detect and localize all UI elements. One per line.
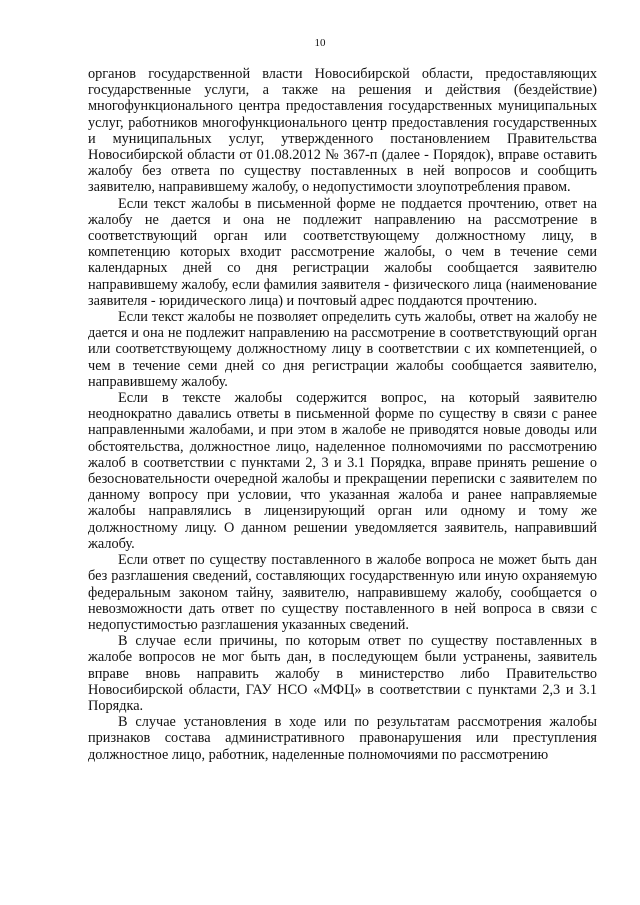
paragraph-offense-signs: В случае установления в ходе или по результатам рассмотрения жалобы признаков состава административного правонарушения или преступления должностное лицо, работник, наделенные полномочиями по рассмотрению [88,714,597,763]
paragraph-complaint-procedure-continuation: органов государственной власти Новосибирской области, предоставляющих государственные услуги, а также на решения и действия (бездействие) многофункционального центра предоставления государственных муниципальных услуг, работников многофункционального центр предоставления государственных и муниципальных услуг, утвержденного постановлением Правительства Новосибирской области от 01.08.2012 № 367-п (далее - Порядок), вправе оставить жалобу без ответа по существу поставленных в ней вопросов и сообщить заявителю, направившему жалобу, о недопустимости злоупотребления правом. [88,66,597,196]
paragraph-reasons-eliminated: В случае если причины, по которым ответ по существу поставленных в жалобе вопросов не мог быть дан, в последующем были устранены, заявитель вправе вновь направить жалобу в министерство либо Правительство Новосибирской области, ГАУ НСО «МФЦ» в соответствии с пунктами 2,3 и 3.1 Порядка. [88,633,597,714]
paragraph-repeated-question: Если в тексте жалобы содержится вопрос, на который заявителю неоднократно давались ответы в письменной форме по существу в связи с ранее направленными жалобами, и при этом в жалобе не приводятся новые доводы или обстоятельства, должностное лицо, наделенное полномочиями по рассмотрению жалоб в соответствии с пунктами 2, 3 и 3.1 Порядка, вправе принять решение о безосновательности очередной жалобы и прекращении переписки с заявителем по данному вопросу при условии, что указанная жалоба и ранее направляемые жалобы направлялись в лицензирующий орган или одному и тому же должностному лицу. О данном решении уведомляется заявитель, направивший жалобу. [88,390,597,552]
document-body [88,66,597,763]
page-number: 10 [314,37,326,49]
paragraph-unreadable-complaint: Если текст жалобы в письменной форме не поддается прочтению, ответ на жалобу не дается и она не подлежит направлению на рассмотрение в соответствующий орган или соответствующему должностному лицу, в компетенцию которых входит рассмотрение жалобы, о чем в течение семи календарных дней со дня регистрации жалобы сообщается заявителю направившему жалобу, если фамилия заявителя - физического лица (наименование заявителя - юридического лица) и почтовый адрес поддаются прочтению. [88,195,597,309]
paragraph-unclear-complaint: Если текст жалобы не позволяет определить суть жалобы, ответ на жалобу не дается и она не подлежит направлению на рассмотрение в соответствующий орган или соответствующему должностному лицу в соответствии с их компетенцией, о чем в течение семи дней со дня регистрации жалобы сообщается заявителю, направившему жалобу. [88,309,597,390]
paragraph-secret-information: Если ответ по существу поставленного в жалобе вопроса не может быть дан без разглашения сведений, составляющих государственную или иную охраняемую федеральным законом тайну, заявителю, направившему жалобу, сообщается о невозможности дать ответ по существу поставленного в ней вопроса в связи с недопустимостью разглашения указанных сведений. [88,552,597,633]
